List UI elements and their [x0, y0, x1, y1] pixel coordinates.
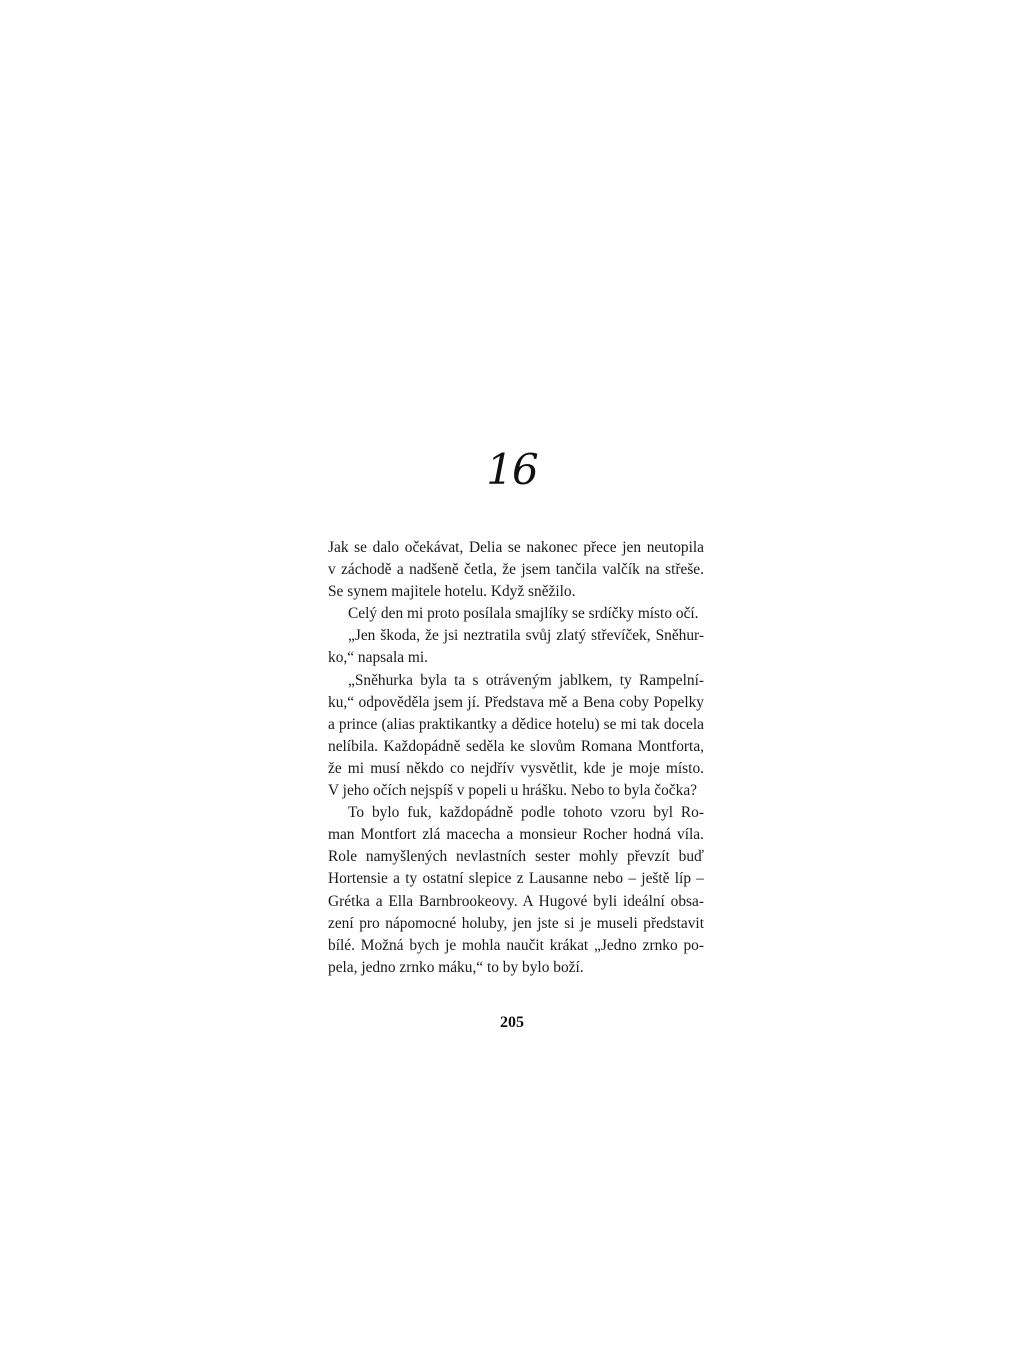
text-line: Hortensie a ty ostatní slepice z Lausanne nebo – ještě líp –	[328, 870, 704, 888]
page-number: 205	[500, 1014, 524, 1031]
text-line: „Sněhurka byla ta s otráveným jablkem, ty Rampelní-	[348, 671, 704, 689]
text-line: Celý den mi proto posílala smajlíky se srdíčky místo očí.	[348, 605, 699, 623]
text-line: v záchodě a nadšeně četla, že jsem tančila valčík na střeše.	[328, 561, 704, 579]
text-line: man Montfort zlá macecha a monsieur Rocher hodná víla.	[328, 826, 704, 844]
body-text	[328, 537, 704, 979]
text-line: nelíbila. Každopádně seděla ke slovům Romana Montforta,	[328, 737, 704, 755]
text-line: pela, jedno zrnko máku,“ to by bylo boží.	[328, 958, 584, 976]
text-line: ko,“ napsala mi.	[328, 649, 429, 667]
text-line: bílé. Možná bych je mohla naučit krákat „Jedno zrnko po-	[328, 936, 704, 954]
text-line: že mi musí někdo co nejdřív vysvětlit, kde je moje místo.	[328, 759, 704, 777]
text-line: Se synem majitele hotelu. Když sněžilo.	[328, 583, 576, 601]
text-line: „Jen škoda, že jsi neztratila svůj zlatý střevíček, Sněhur-	[348, 627, 704, 645]
text-line: zení pro nápomocné holuby, jen jste si je museli představit	[328, 914, 704, 932]
text-line: Grétka a Ella Barnbrookeovy. A Hugové byli ideální obsa-	[328, 892, 704, 910]
chapter-number: 16	[486, 445, 538, 494]
text-line: ku,“ odpověděla jsem jí. Představa mě a Bena coby Popelky	[328, 693, 704, 711]
text-line: V jeho očích nejspíš v popeli u hrášku. Nebo to byla čočka?	[328, 782, 697, 800]
text-line: Role namyšlených nevlastních sester mohly převzít buď	[328, 848, 704, 866]
text-line: a prince (alias praktikantky a dědice hotelu) se mi tak docela	[328, 715, 704, 733]
text-line: To bylo fuk, každopádně podle tohoto vzoru byl Ro-	[348, 804, 704, 822]
text-line: Jak se dalo očekávat, Delia se nakonec přece jen neutopila	[328, 539, 704, 556]
